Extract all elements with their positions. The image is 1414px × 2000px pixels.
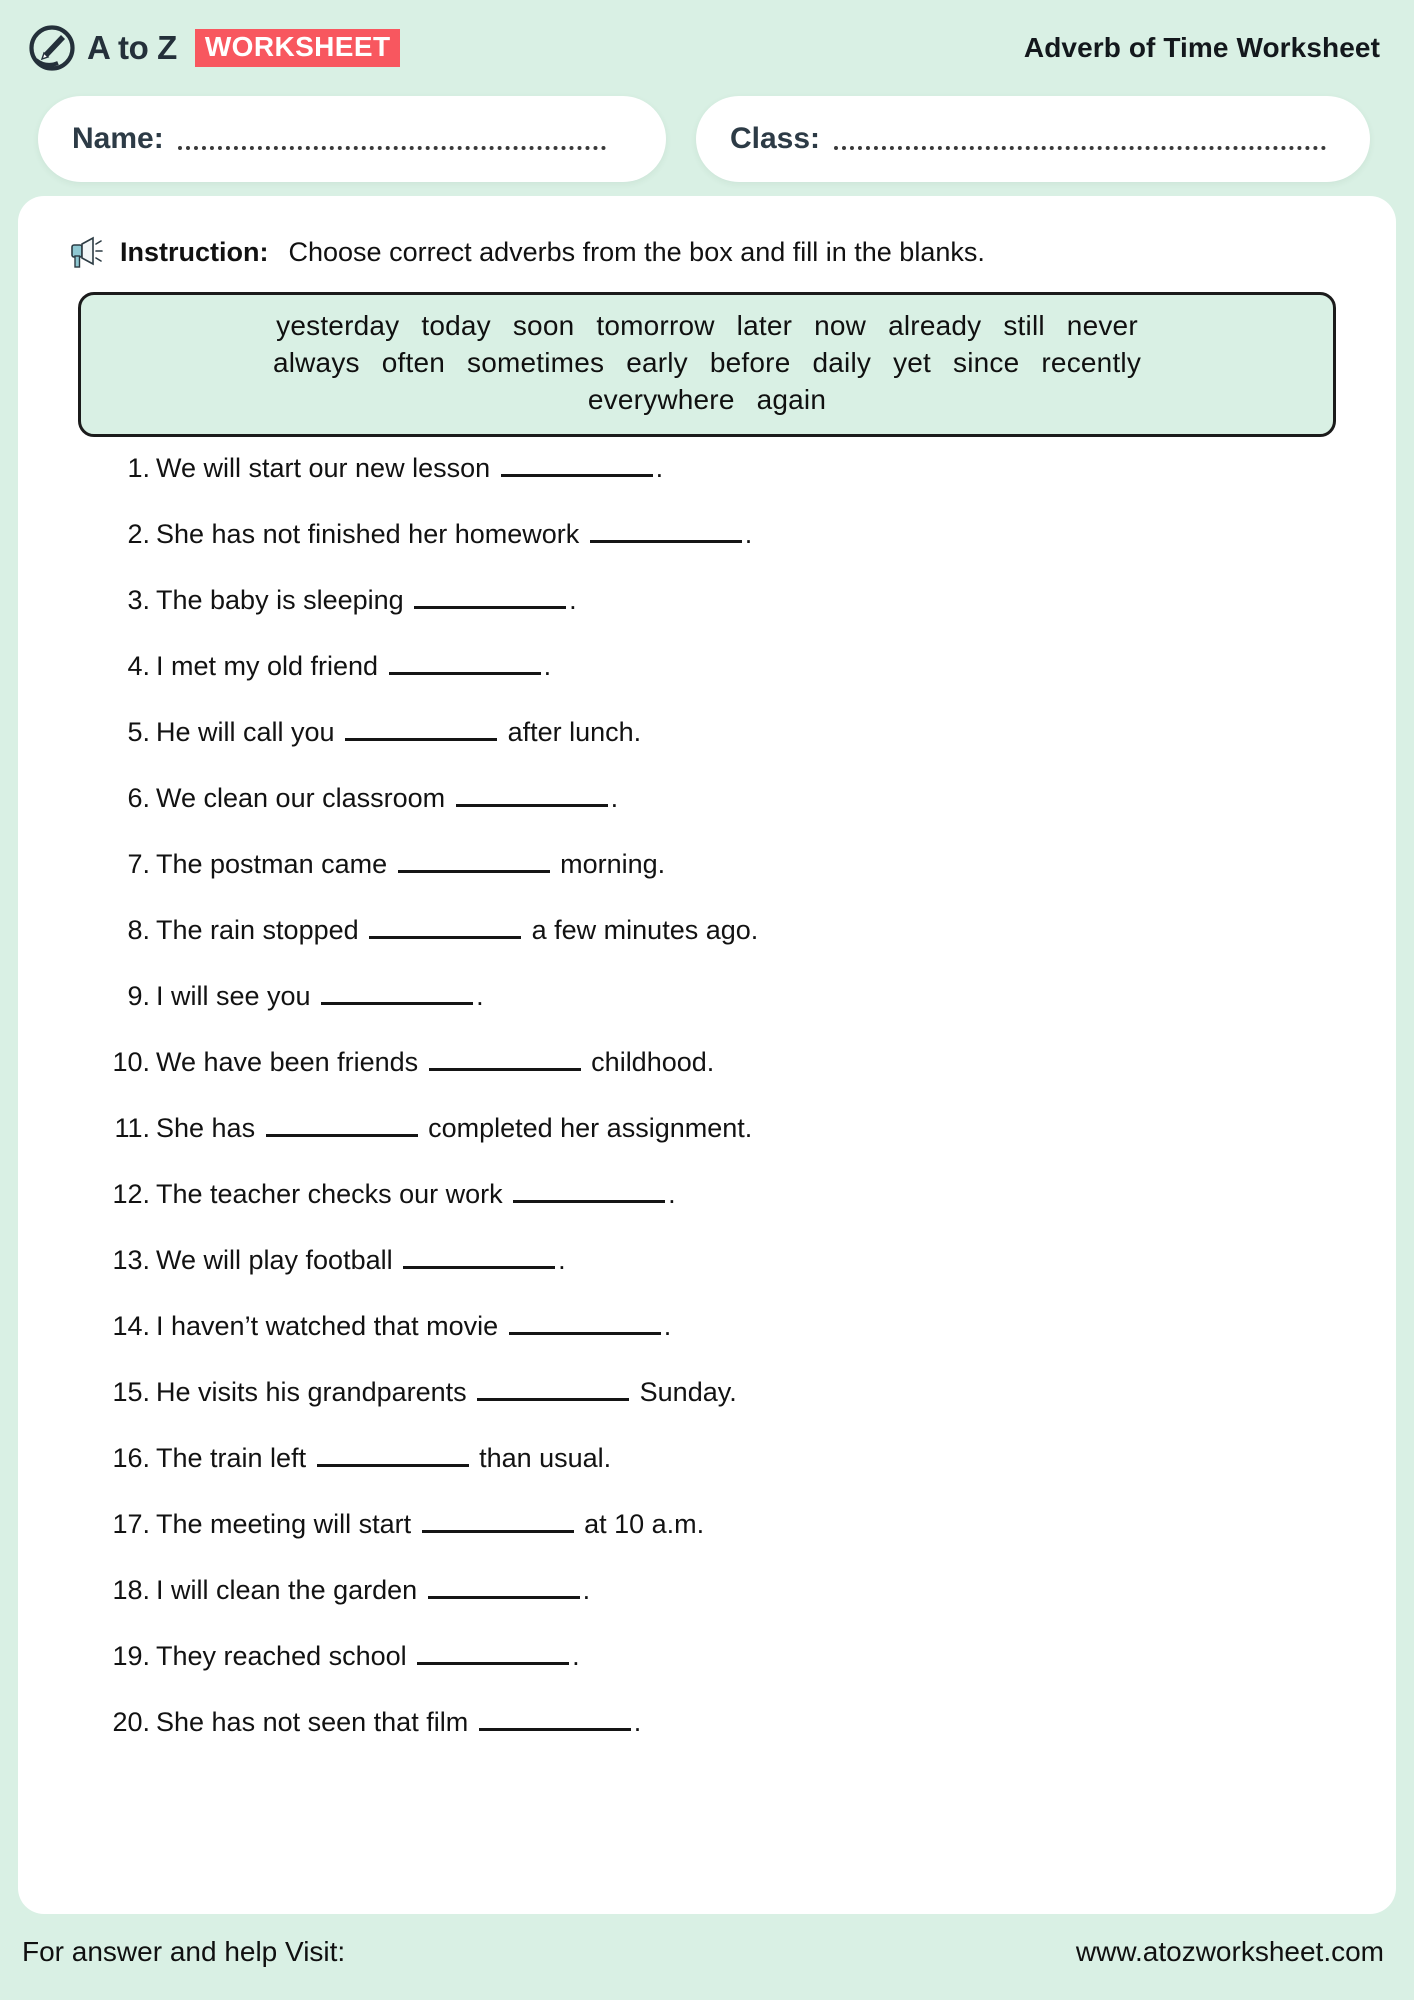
question-text [156, 584, 577, 615]
answer-blank[interactable] [321, 985, 473, 1005]
answer-blank[interactable] [417, 1645, 569, 1665]
question-text [156, 1706, 642, 1737]
question-text-before: We have been friends [156, 1046, 426, 1077]
megaphone-icon [66, 232, 106, 272]
question-item [98, 1244, 1352, 1313]
answer-blank[interactable] [509, 1315, 661, 1335]
question-item [98, 584, 1352, 653]
question-text [156, 716, 642, 747]
word-bank [78, 292, 1336, 437]
answer-blank[interactable] [266, 1117, 418, 1137]
question-text-after: morning. [552, 848, 666, 879]
question-number: 15. [112, 1376, 150, 1407]
word-bank-word: again [756, 383, 827, 415]
question-item [98, 1640, 1352, 1709]
pen-circle-logo-icon [28, 24, 76, 72]
answer-blank[interactable] [479, 1711, 631, 1731]
question-item [98, 716, 1352, 785]
answer-blank[interactable] [414, 589, 566, 609]
question-number: 4. [127, 650, 150, 681]
question-text [156, 1310, 672, 1341]
question-text-after: . [582, 1574, 591, 1605]
question-number: 11. [114, 1112, 150, 1143]
question-item [98, 1376, 1352, 1445]
word-bank-word: now [814, 310, 867, 341]
question-number: 14. [112, 1310, 150, 1341]
question-item [98, 1046, 1352, 1115]
question-number: 5. [127, 716, 150, 747]
class-field[interactable] [696, 96, 1370, 182]
question-text [156, 452, 664, 483]
question-number: 9. [127, 980, 150, 1011]
question-number: 7. [127, 848, 150, 879]
question-number: 6. [127, 782, 150, 813]
question-number: 17. [112, 1508, 150, 1539]
question-text [156, 848, 666, 879]
question-number: 1. [127, 452, 150, 483]
word-bank-word: everywhere [587, 383, 735, 415]
answer-blank[interactable] [456, 787, 608, 807]
word-bank-word: never [1066, 310, 1138, 341]
question-text-after: . [476, 980, 484, 1011]
word-bank-line [103, 345, 1311, 382]
question-number: 19. [112, 1640, 150, 1671]
answer-blank[interactable] [477, 1381, 629, 1401]
question-text-after: a few minutes ago. [524, 914, 759, 945]
question-item [98, 782, 1352, 851]
question-text-after: . [558, 1244, 566, 1275]
question-text-before: We will start our new lesson [156, 452, 498, 483]
question-text-before: We will play football [156, 1244, 401, 1275]
question-text-after: than usual. [471, 1442, 612, 1473]
question-text-after: at 10 a.m. [576, 1508, 705, 1539]
page-header [0, 0, 1414, 96]
question-text-before: I will see you [156, 980, 319, 1011]
question-number: 10. [112, 1046, 150, 1077]
word-bank-word: always [272, 346, 360, 378]
answer-blank[interactable] [317, 1447, 469, 1467]
word-bank-word: later [736, 310, 793, 341]
question-text-before: The meeting will start [156, 1508, 419, 1539]
question-text-after: . [744, 518, 753, 549]
question-text [156, 914, 759, 945]
question-text-before: The postman came [156, 848, 395, 879]
word-bank-word: sometimes [467, 346, 605, 378]
question-item [98, 848, 1352, 917]
question-text-before: She has [156, 1112, 263, 1143]
question-item [98, 1112, 1352, 1181]
word-bank-word: recently [1041, 346, 1142, 378]
answer-blank[interactable] [389, 655, 541, 675]
question-text-after: . [668, 1178, 676, 1209]
question-number: 3. [127, 584, 150, 615]
question-text-before: I haven’t watched that movie [156, 1310, 506, 1341]
word-bank-word: before [709, 346, 791, 378]
question-number: 2. [127, 518, 150, 549]
instruction-row [52, 222, 1362, 272]
question-item [98, 650, 1352, 719]
question-text-after: . [610, 782, 619, 813]
answer-blank[interactable] [513, 1183, 665, 1203]
question-text [156, 1640, 580, 1671]
question-text-after: . [633, 1706, 642, 1737]
question-text-before: She has not finished her homework [156, 518, 587, 549]
word-bank-word: soon [512, 310, 575, 341]
question-text-before: We clean our classroom [156, 782, 453, 813]
question-number: 12. [112, 1178, 150, 1209]
question-text-before: The baby is sleeping [156, 584, 412, 615]
name-field[interactable] [38, 96, 666, 182]
footer-left-text: For answer and help Visit: [22, 1936, 346, 1967]
question-text [156, 1112, 753, 1143]
question-item [98, 1442, 1352, 1511]
word-bank-word: early [626, 346, 688, 378]
question-text-after: . [543, 650, 552, 681]
question-number: 13. [112, 1244, 150, 1275]
word-bank-line [103, 308, 1311, 345]
question-text-before: I will clean the garden [156, 1574, 425, 1605]
question-text [156, 1574, 591, 1605]
question-text [156, 518, 753, 549]
word-bank-word: today [421, 310, 491, 341]
question-number: 20. [112, 1706, 150, 1737]
question-text [156, 1508, 705, 1539]
question-item [98, 980, 1352, 1049]
question-item [98, 1574, 1352, 1643]
question-text [156, 1376, 737, 1407]
answer-blank[interactable] [501, 457, 653, 477]
question-item [98, 452, 1352, 521]
question-number: 18. [112, 1574, 150, 1605]
page-title: Adverb of Time Worksheet [1023, 32, 1380, 63]
question-text [156, 1178, 676, 1209]
question-text-before: The train left [156, 1442, 314, 1473]
question-number: 8. [127, 914, 150, 945]
word-bank-word: daily [812, 346, 872, 378]
question-list [52, 452, 1362, 1775]
question-text [156, 1442, 612, 1473]
word-bank-word: tomorrow [596, 310, 715, 341]
question-text [156, 650, 552, 681]
instruction-label: Instruction: [120, 236, 269, 267]
word-bank-word: yet [893, 346, 932, 378]
question-text-before: She has not seen that film [156, 1706, 476, 1737]
name-label: Name: [72, 122, 164, 155]
answer-blank[interactable] [398, 853, 550, 873]
word-bank-word: yesterday [276, 310, 400, 341]
class-input-line[interactable] [834, 128, 1326, 150]
answer-blank[interactable] [422, 1513, 574, 1533]
brand-tag: WORKSHEET [195, 29, 401, 66]
answer-blank[interactable] [429, 1051, 581, 1071]
question-text-after: childhood. [583, 1046, 715, 1077]
name-input-line[interactable] [178, 128, 606, 150]
answer-blank[interactable] [369, 919, 521, 939]
instruction-text: Choose correct adverbs from the box and fill in the blanks. [288, 236, 985, 267]
page-footer [0, 1914, 1414, 2000]
brand-name: A to Z [87, 29, 177, 66]
brand-logo [28, 24, 400, 72]
question-item [98, 1706, 1352, 1775]
question-text-after: completed her assignment. [420, 1112, 753, 1143]
question-text-before: He visits his grandparents [156, 1376, 475, 1407]
worksheet-card [18, 196, 1396, 1914]
word-bank-word: often [381, 346, 446, 378]
question-text-before: They reached school [156, 1640, 415, 1671]
question-text-before: He will call you [156, 716, 343, 747]
student-info-row [0, 96, 1414, 182]
question-number: 16. [112, 1442, 150, 1473]
answer-blank[interactable] [403, 1249, 555, 1269]
question-item [98, 914, 1352, 983]
class-label: Class: [730, 122, 821, 155]
question-text-before: I met my old friend [156, 650, 386, 681]
word-bank-word: since [953, 346, 1020, 378]
answer-blank[interactable] [428, 1579, 580, 1599]
footer-website[interactable]: www.atozworksheet.com [1075, 1936, 1384, 1967]
question-text [156, 1244, 566, 1275]
question-item [98, 1310, 1352, 1379]
answer-blank[interactable] [590, 523, 742, 543]
question-item [98, 1178, 1352, 1247]
question-text-after: . [569, 584, 577, 615]
question-text-after: . [572, 1640, 580, 1671]
word-bank-word: already [888, 310, 982, 341]
question-text [156, 980, 484, 1011]
question-text-after: Sunday. [632, 1376, 737, 1407]
question-text-after: after lunch. [500, 716, 642, 747]
question-text-after: . [663, 1310, 672, 1341]
word-bank-line [103, 382, 1311, 419]
question-item [98, 518, 1352, 587]
answer-blank[interactable] [345, 721, 497, 741]
question-text-before: The rain stopped [156, 914, 367, 945]
question-text-before: The teacher checks our work [156, 1178, 511, 1209]
question-item [98, 1508, 1352, 1577]
question-text-after: . [655, 452, 664, 483]
question-text [156, 1046, 715, 1077]
word-bank-word: still [1003, 310, 1045, 341]
question-text [156, 782, 619, 813]
